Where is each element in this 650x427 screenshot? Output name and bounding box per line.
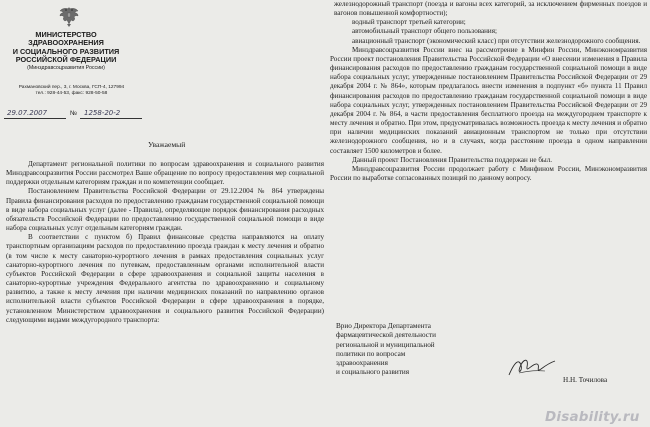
transport-list-item: железнодорожный транспорт (поезда и вагоны всех категорий, за исключением фирменных поездов и вагонов повышенной комфортности); [334, 0, 647, 18]
site-watermark: Disability.ru [545, 409, 640, 425]
letter-number: 1258-20-2 [84, 109, 121, 117]
phone-line: тел.: 928-44-53, факс: 928-50-58 [35, 91, 108, 97]
letter-date: 29.07.2007 [7, 109, 48, 117]
signatory-title-line: региональной и муниципальной [336, 340, 435, 349]
ministry-letterhead [6, 31, 126, 72]
signatory-title-line: и социального развития [336, 368, 409, 377]
signatory-title-line: здравоохранения [336, 359, 388, 368]
signatory-title-line: Врио Директора Департамента [336, 322, 431, 330]
body-paragraph: Департамент региональной политики по вопросам здравоохранения и социального развития Минздравсоцразвития России рассмотрел Ваше обращение по вопросу предоставления мер социальной поддержки отдельным категориям граждан и по компетенции сообщает. [6, 160, 324, 187]
ministry-line: МИНИСТЕРСТВО [35, 30, 97, 39]
letter-body-left [6, 160, 324, 325]
letter-body-right [330, 0, 647, 183]
signatory-name: Н.Н. Точилова [563, 376, 608, 384]
body-paragraph: Минздравсоцразвития России продолжает работу с Минфином России, Минэкономразвития России по выработке согласованных позиций по данному вопросу. [330, 164, 647, 182]
transport-list-item: водный транспорт третьей категории; [352, 18, 466, 27]
ministry-address [4, 85, 139, 97]
signatory-title-line: политики по вопросам [336, 349, 406, 358]
double-headed-eagle-icon [57, 4, 81, 28]
date-number-line [4, 109, 144, 121]
address-line: Рахмановский пер., 3, г. Москва, ГСП-4, 127994 [18, 85, 125, 90]
signatory-title-line: фармацевтической деятельности [336, 331, 436, 340]
ministry-line: И СОЦИАЛЬНОГО РАЗВИТИЯ [12, 46, 120, 56]
ministry-line: ЗДРАВООХРАНЕНИЯ [28, 38, 104, 48]
handwritten-signature-icon [505, 355, 560, 379]
body-paragraph: В соответствии с пунктом б) Правил финансовые средства направляются на оплату транспортным организациям расходов по предоставлению проезда граждан к месту лечения и обратно (в том числе к месту санаторно-курортного лечения в рамках предоставления социальных услуг санаторно-курортного лечения по путевкам, предоставленным органами исполнительной власти субъектов Российской Федерации в сфере здравоохранения и социальной защиты населения в санаторно-курортные учреждения Федерального агентства по здравоохранению и социальному развитию, а также к месту лечения при наличии медицинских показаний по направлению органов исполнительной власти субъектов Российской Федерации в сфере здравоохранения в порядке, установленном Министерством здравоохранения и социального развития Российской Федерации) следующими видами междугородного транспорта: [6, 233, 324, 324]
transport-list-item: авиационный транспорт (экономический класс) при отсутствии железнодорожного сообщения. [352, 36, 641, 45]
body-paragraph: Постановлением Правительства Российской Федерации от 29.12.2004 № 864 утверждены Правила финансирования расходов по предоставлению гражданам государственной социальной помощи в виде набора социальных услуг (далее - Правила), определяющие порядок финансирования расходных обязательств Российской Федерации по предоставлению государственной социальной помощи в виде набора социальных услуг отдельным категориям граждан. [6, 187, 324, 233]
ministry-short-name: (Минздравсоцразвития России) [27, 64, 105, 71]
greeting: Уважаемый [148, 140, 186, 149]
body-paragraph: Минздравсоцразвития России внес на рассмотрение в Минфин России, Минэкономразвития России проект постановления Правительства Российской Федерации «О внесении изменения в Правила финансирования расходов по предоставлению гражданам государственной социальной помощи в виде набора социальных услуг, утвержденные постановлением Правительства Российской Федерации от 29 декабря 2004 г. № 864», которым предлагалось внести изменения в подпункт «б» пункта 11 Правил финансирования расходов по предоставлению гражданам государственной социальной помощи в виде набора социальных услуг, утвержденных постановлением Правительства Российской Федерации от 29 декабря 2004 г. № 864, в части предоставления бесплатного проезда на междугороднем транспорте к месту лечения и обратно. При этом, предусматривалась возможность проезда к месту лечения и обратно при наличии медицинских показаний авиационным транспортом не только при отсутствии железнодорожного сообщения, но и в случаях, когда расстояние проезда в одном направлении составляет 1500 километров и более. [330, 45, 647, 155]
body-paragraph: Данный проект Постановления Правительства поддержан не был. [352, 155, 553, 164]
number-label: № [70, 110, 77, 117]
signatory-title [336, 322, 476, 378]
transport-list-item: автомобильный транспорт общего пользования; [352, 27, 497, 36]
ministry-line: РОССИЙСКОЙ ФЕДЕРАЦИИ [15, 55, 117, 65]
